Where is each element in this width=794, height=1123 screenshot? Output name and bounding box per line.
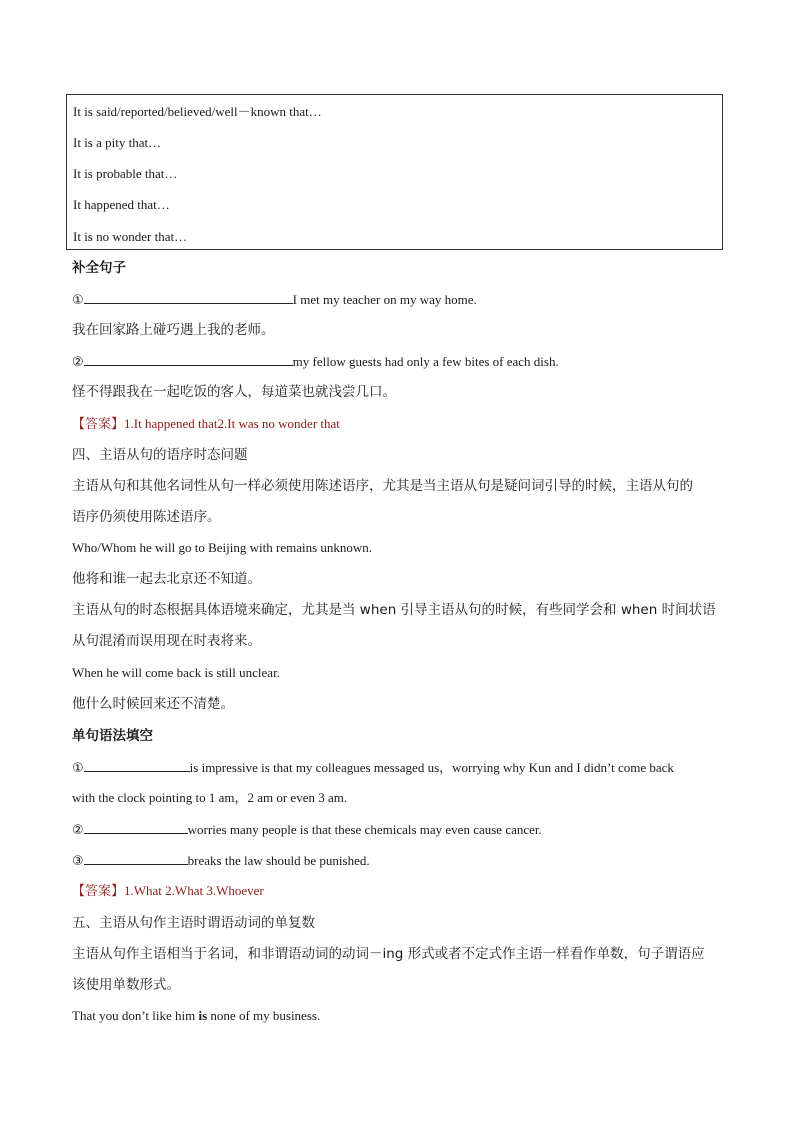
answer-blank[interactable] <box>84 758 190 772</box>
phrase-line: It is said/reported/believed/well－known that… <box>73 104 322 119</box>
exercise-item-3 <box>72 851 370 871</box>
paragraph-line: 从句混淆而误用现在时表将来。 <box>72 633 261 649</box>
item-text: breaks the law should be punished. <box>187 853 370 868</box>
item-number: ③ <box>72 854 84 869</box>
paragraph-line: 主语从句的时态根据具体语境来确定，尤其是当 when 引导主语从句的时候，有些同学会和 when 时间状语 <box>72 602 716 618</box>
answer-blank[interactable] <box>84 820 188 834</box>
paragraph-line: 语序仍须使用陈述语序。 <box>72 509 221 525</box>
phrase-line: It is probable that… <box>73 166 178 181</box>
example-sentence: When he will come back is still unclear. <box>72 665 280 680</box>
paragraph-line: 主语从句作主语相当于名词，和非谓语动词的动词－ing 形式或者不定式作主语一样看作单数，句子谓语应 <box>72 946 705 962</box>
example-sentence <box>72 1007 320 1025</box>
answer-blank[interactable] <box>84 352 293 366</box>
answer-text: 1.What 2.What 3.Whoever <box>124 883 264 898</box>
exercise-item-2 <box>72 352 559 372</box>
item-text: worries many people is that these chemicals may even cause cancer. <box>187 822 542 837</box>
item-text: my fellow guests had only a few bites of each dish. <box>292 354 559 369</box>
example-translation: 他什么时候回来还不清楚。 <box>72 696 234 712</box>
exercise-item-1 <box>72 758 674 778</box>
answer-tag: 【答案】 <box>72 884 125 899</box>
item-translation: 我在回家路上碰巧遇上我的老师。 <box>72 322 275 338</box>
item-translation: 怪不得跟我在一起吃饭的客人，每道菜也就浅尝几口。 <box>72 384 396 400</box>
item-text-continued: with the clock pointing to 1 am，2 am or even 3 am. <box>72 790 348 805</box>
section-heading: 五、主语从句作主语时谓语动词的单复数 <box>72 915 315 931</box>
item-number: ② <box>72 355 84 370</box>
example-text: none of my business. <box>207 1008 321 1023</box>
phrase-line: It is a pity that… <box>73 135 162 150</box>
example-text: That you don’t like him <box>72 1008 199 1023</box>
answer-blank[interactable] <box>84 290 293 304</box>
item-number: ① <box>72 293 84 308</box>
item-number: ① <box>72 761 84 776</box>
emphasized-verb: is <box>198 1008 208 1023</box>
answer-blank[interactable] <box>84 851 188 865</box>
exercise-title: 单句语法填空 <box>72 728 153 744</box>
phrase-box <box>66 94 723 250</box>
exercise-item-2 <box>72 820 542 840</box>
section-heading: 四、主语从句的语序时态问题 <box>72 447 248 463</box>
item-text: is impressive is that my colleagues messaged us，worrying why Kun and I didn’t come back <box>189 760 674 775</box>
item-text: I met my teacher on my way home. <box>292 292 477 307</box>
paragraph-line: 该使用单数形式。 <box>72 977 180 993</box>
answer-line <box>72 882 264 901</box>
phrase-line: It happened that… <box>73 197 170 212</box>
answer-tag: 【答案】 <box>72 417 125 432</box>
exercise-title: 补全句子 <box>72 260 126 276</box>
paragraph-line: 主语从句和其他名词性从句一样必须使用陈述语序，尤其是当主语从句是疑问词引导的时候，主语从句的 <box>72 478 693 494</box>
answer-line <box>72 415 340 434</box>
answer-text: 1.It happened that2.It was no wonder that <box>124 416 340 431</box>
example-sentence: Who/Whom he will go to Beijing with remains unknown. <box>72 540 373 555</box>
example-translation: 他将和谁一起去北京还不知道。 <box>72 571 261 587</box>
item-number: ② <box>72 823 84 838</box>
exercise-item-1 <box>72 290 477 310</box>
phrase-line: It is no wonder that… <box>73 229 188 244</box>
